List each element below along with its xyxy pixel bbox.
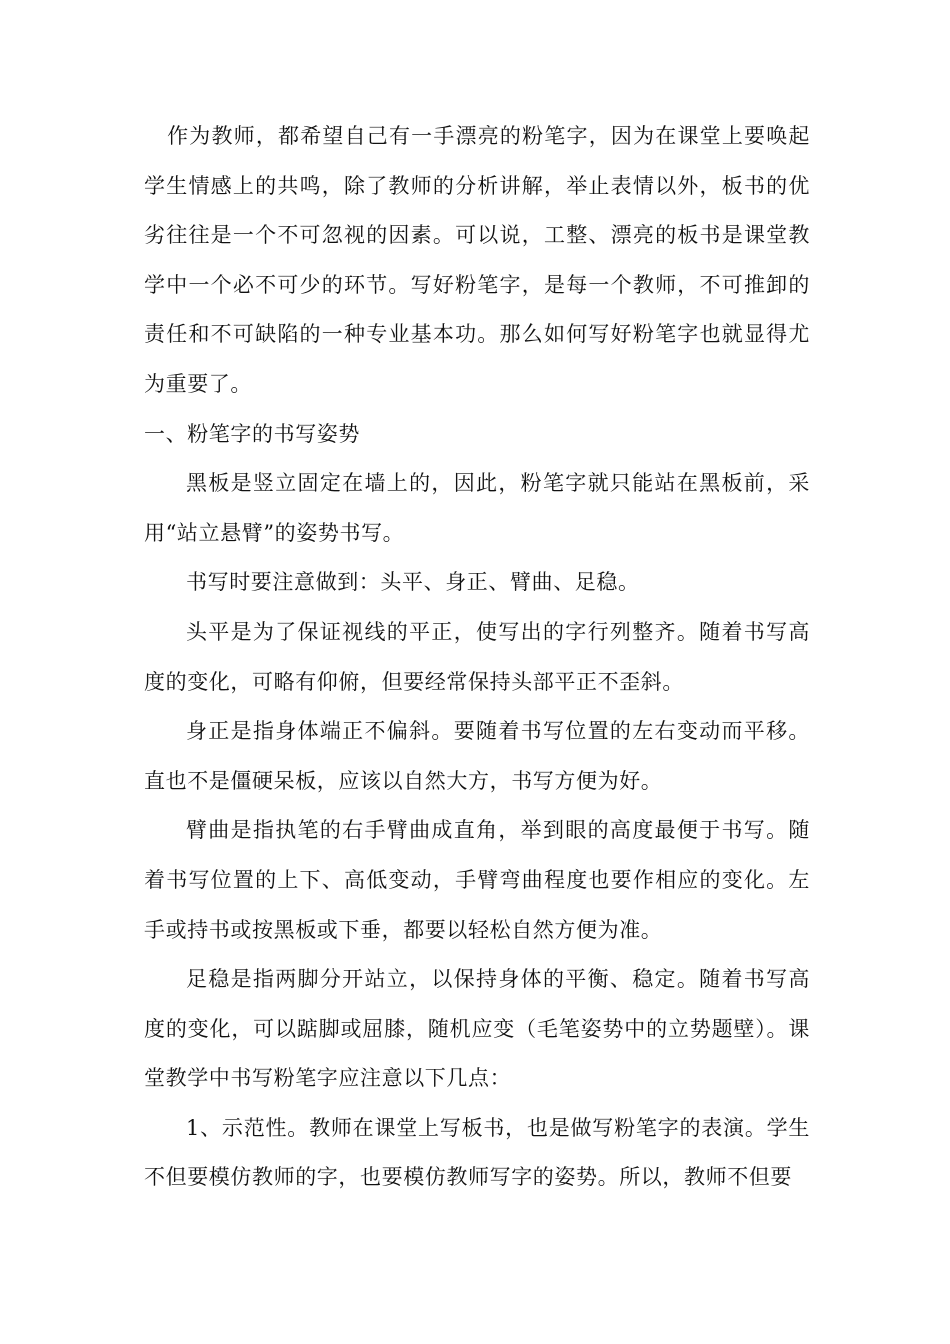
- point1-paragraph: 1、示范性。教师在课堂上写板书，也是做写粉笔字的表演。学生不但要模仿教师的字，也要模仿教师写字的姿势。所以，教师不但要: [144, 1115, 810, 1190]
- arm-paragraph: 臂曲是指执笔的右手臂曲成直角，举到眼的高度最便于书写。随着书写位置的上下、高低变动，手臂弯曲程度也要作相应的变化。左手或持书或按黑板或下垂，都要以轻松自然方便为准。: [144, 818, 810, 942]
- intro-paragraph: 作为教师，都希望自己有一手漂亮的粉笔字，因为在课堂上要唤起学生情感上的共鸣，除了教师的分析讲解，举止表情以外，板书的优劣往往是一个不可忽视的因素。可以说，工整、漂亮的板书是课堂教学中一个必不可少的环节。写好粉笔字，是每一个教师，不可推卸的责任和不可缺陷的一种专业基本功。那么如何写好粉笔字也就显得尤为重要了。: [144, 124, 810, 396]
- feet-paragraph: 足稳是指两脚分开站立，以保持身体的平衡、稳定。随着书写高度的变化，可以踮脚或屈膝，随机应变（毛笔姿势中的立势题壁）。课堂教学中书写粉笔字应注意以下几点：: [144, 967, 810, 1091]
- document-page: [144, 112, 810, 1203]
- head-paragraph: 头平是为了保证视线的平正，使写出的字行列整齐。随着书写高度的变化，可略有仰俯，但要经常保持头部平正不歪斜。: [144, 619, 810, 694]
- section-heading: 一、粉笔字的书写姿势: [144, 421, 360, 446]
- body-paragraph: 身正是指身体端正不偏斜。要随着书写位置的左右变动而平移。直也不是僵硬呆板，应该以自然大方，书写方便为好。: [144, 719, 810, 793]
- attention-paragraph: 书写时要注意做到：头平、身正、臂曲、足稳。: [186, 570, 640, 595]
- blackboard-paragraph: 黑板是竖立固定在墙上的，因此，粉笔字就只能站在黑板前，采用“站立悬臂”的姿势书写。: [144, 471, 810, 545]
